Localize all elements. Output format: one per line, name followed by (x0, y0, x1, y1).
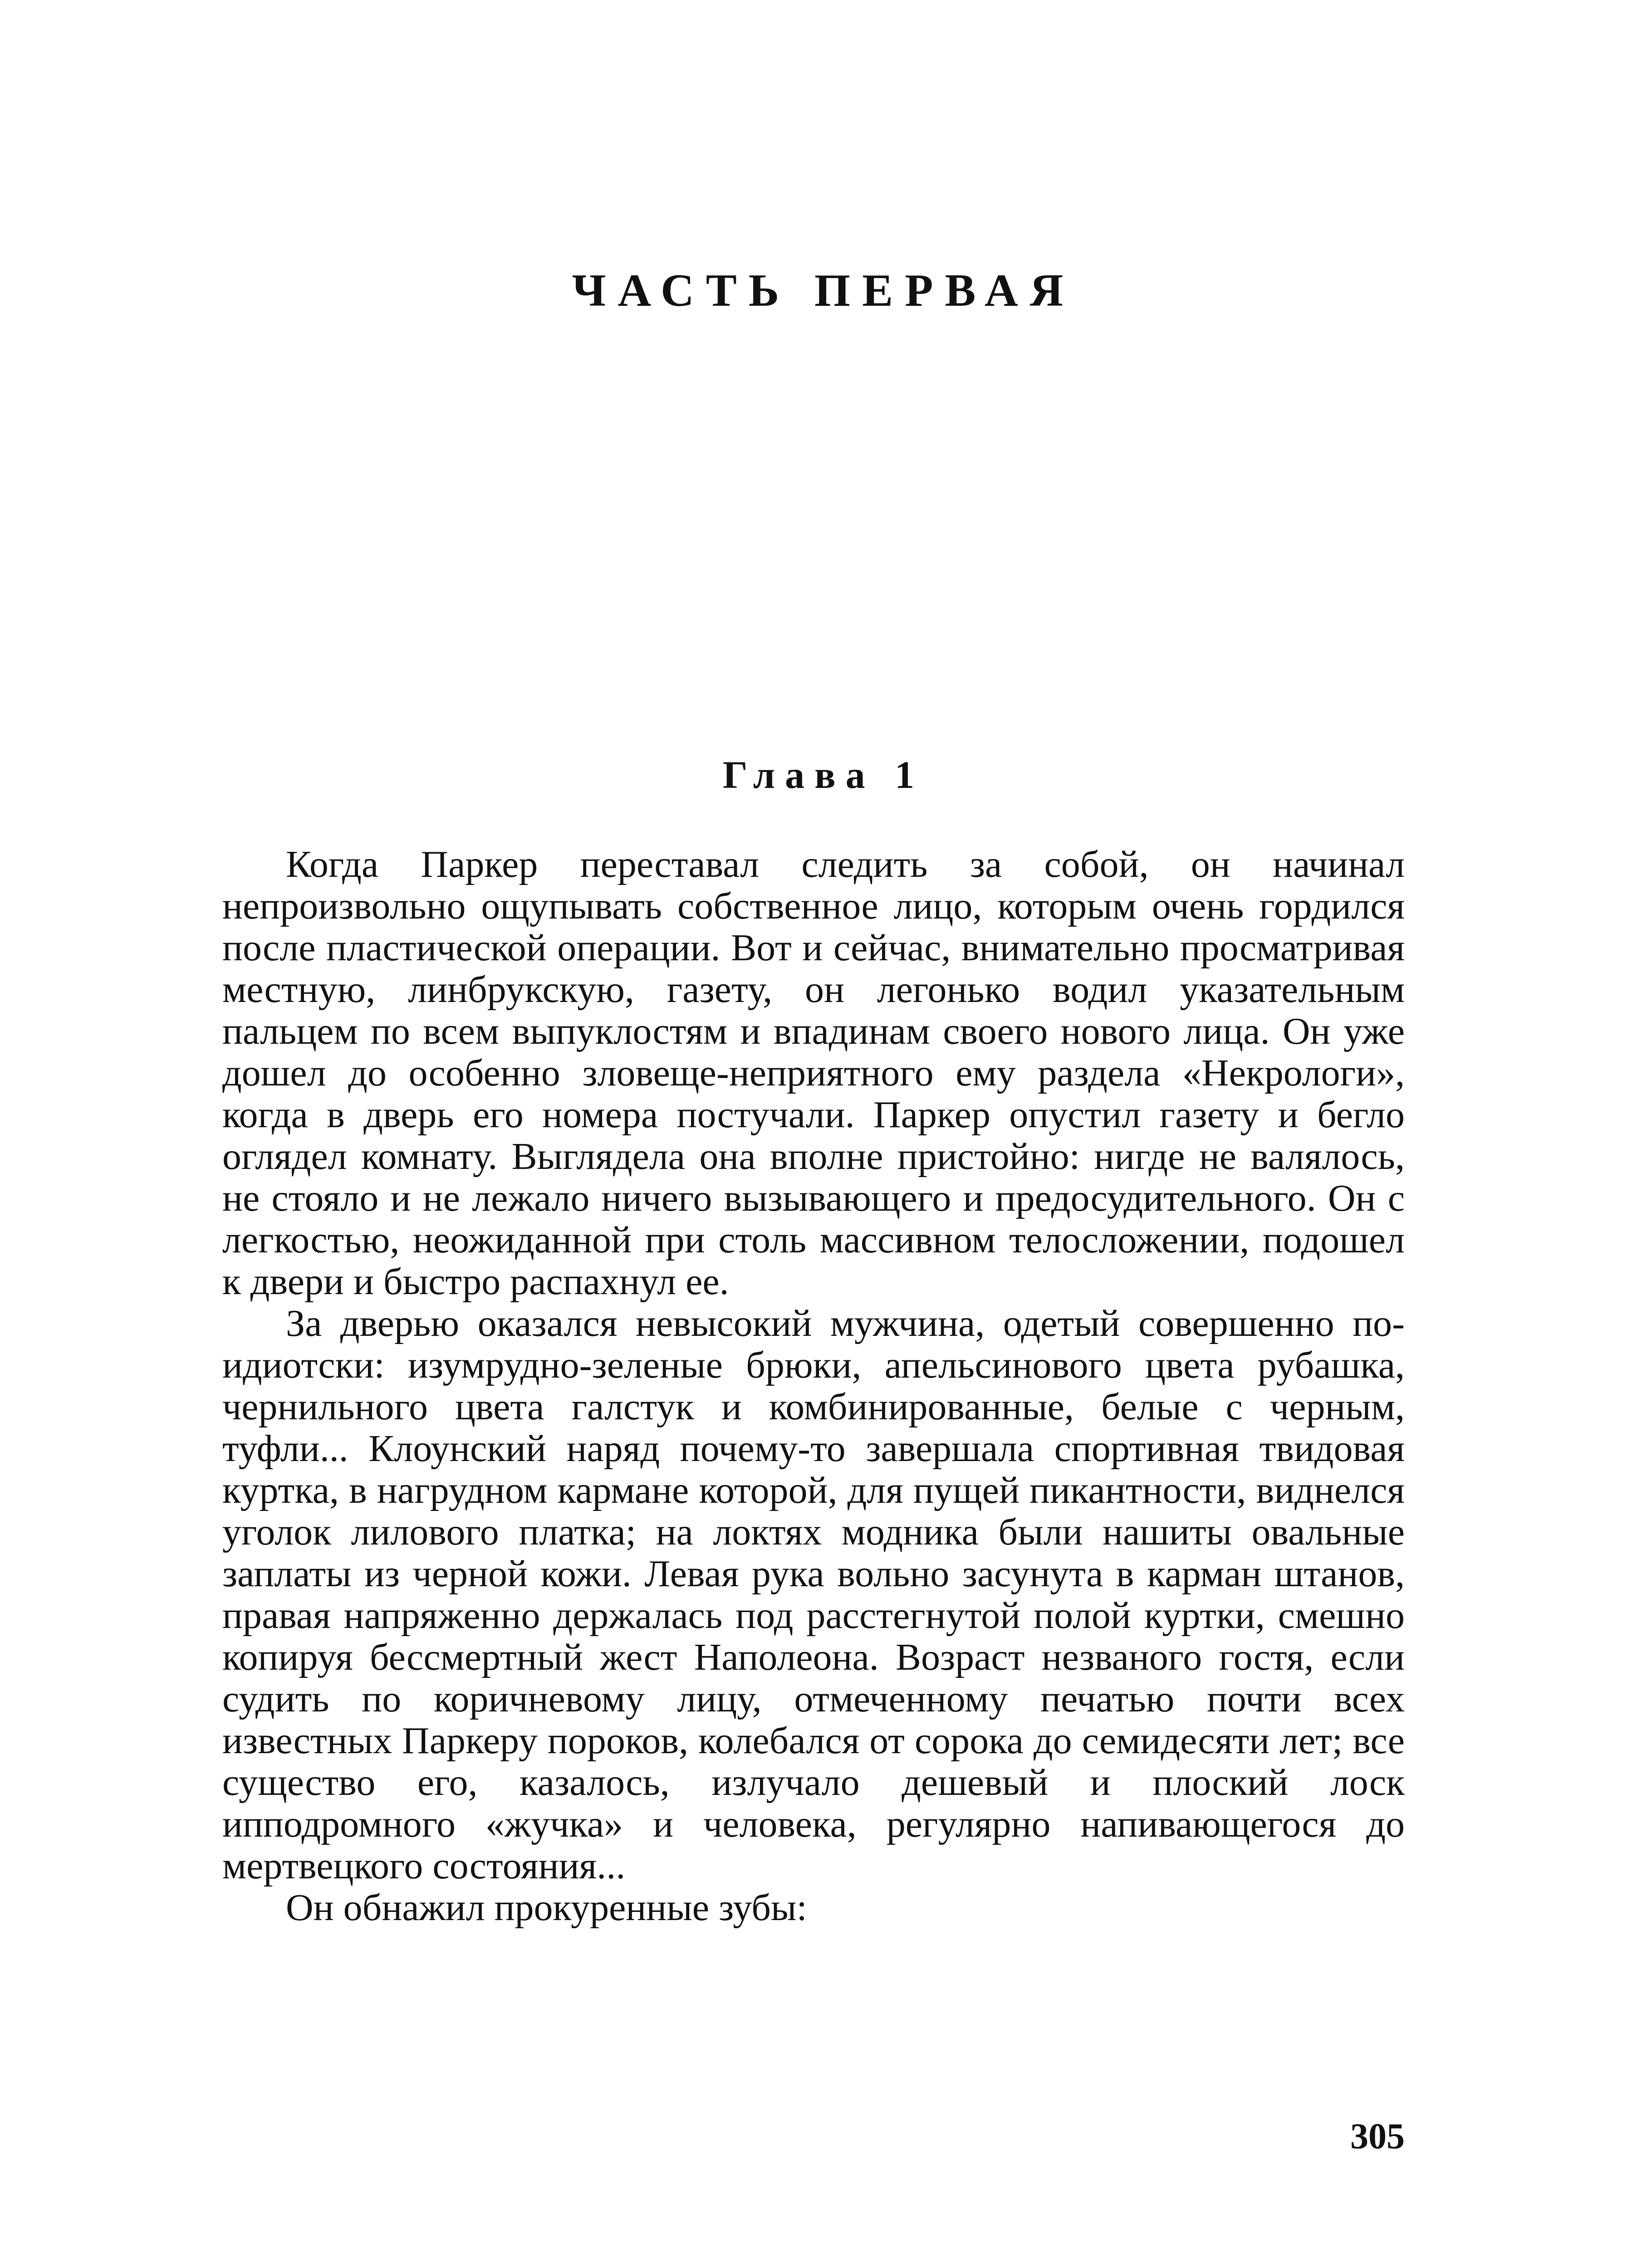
page-number: 305 (1350, 2116, 1405, 2156)
paragraph: Когда Паркер переставал следить за собой, он начинал непроизвольно ощупывать собственное лицо, которым очень гордился после пластической операции. Вот и сейчас, внимательно просматривая местную, линбрукскую, газету, он легонько водил указательным пальцем по всем выпуклостям и впадинам своего нового лица. Он уже дошел до особенно зловеще-неприятного ему раздела «Некрологи», когда в дверь его номера постучали. Паркер опустил газету и бегло оглядел комнату. Выглядела она вполне пристойно: нигде не валялось, не стояло и не лежало ничего вызывающего и предосудительного. Он с легкостью, неожиданной при столь массивном телосложении, подошел к двери и быстро распахнул ее. (222, 843, 1405, 1303)
part-title: ЧАСТЬ ПЕРВАЯ (572, 265, 1075, 316)
paragraph: Он обнажил прокуренные зубы: (286, 1887, 807, 1929)
chapter-title: Глава 1 (722, 753, 925, 797)
paragraph: За дверью оказался невысокий мужчина, одетый совершенно по-идиотски: изумрудно-зеленые брюки, апельсинового цвета рубашка, чернильного цвета галстук и комбинированные, белые с черным, туфли... Клоунский наряд почему-то завершала спортивная твидовая куртка, в нагрудном кармане которой, для пущей пикантности, виднелся уголок лилового платка; на локтях модника были нашиты овальные заплаты из черной кожи. Левая рука вольно засунута в карман штанов, правая напряженно держалась под расстегнутой полой куртки, смешно копируя бессмертный жест Наполеона. Возраст незваного гостя, если судить по коричневому лицу, отмеченному печатью почти всех известных Паркеру пороков, колебался от сорока до семидесяти лет; все существо его, казалось, излучало дешевый и плоский лоск ипподромного «жучка» и человека, регулярно напивающегося до мертвецкого состояния... (222, 1302, 1405, 1887)
body-text (222, 844, 1405, 1929)
